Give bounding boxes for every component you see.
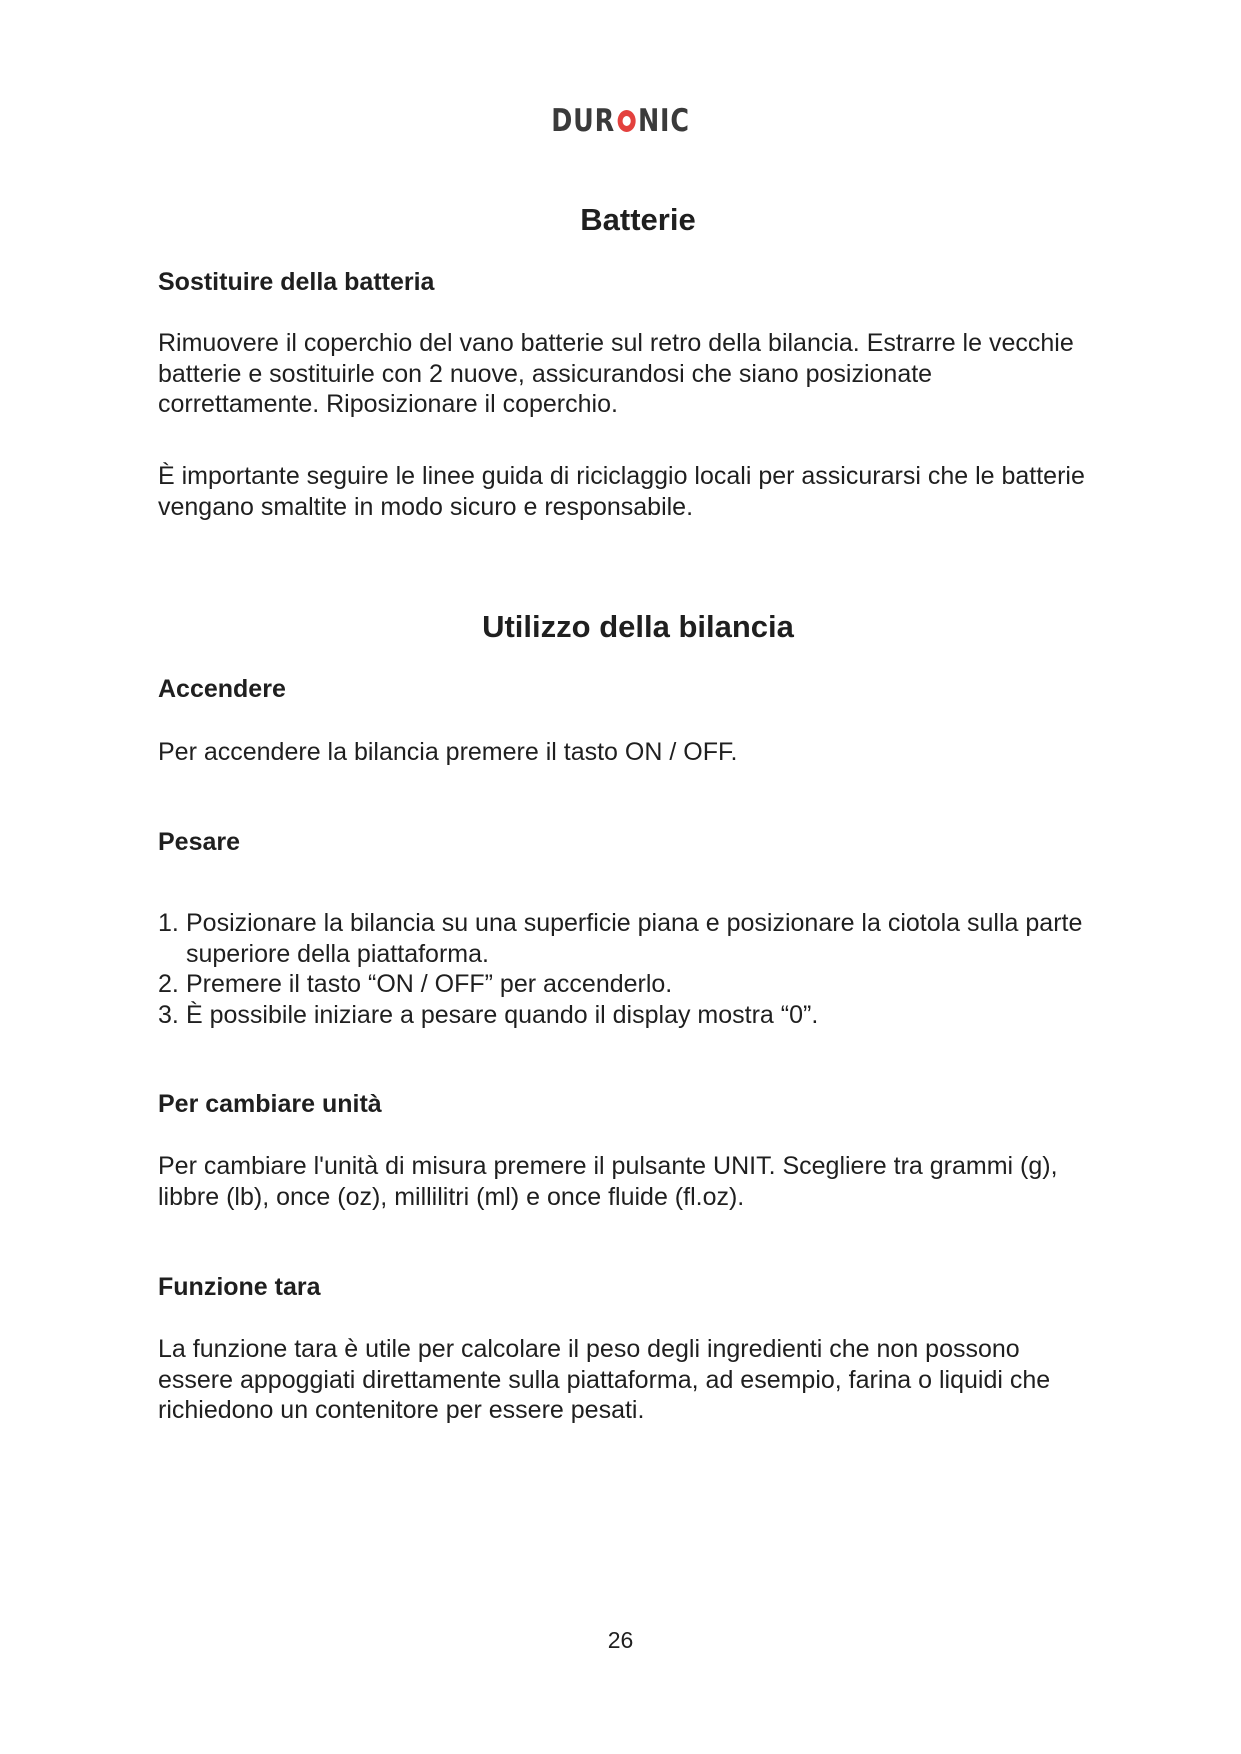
logo-text-left: DUR (551, 103, 615, 139)
section-title-batterie: Batterie (580, 202, 696, 237)
list-item: 2. Premere il tasto “ON / OFF” per accenderlo. (158, 970, 673, 998)
list-item: 3. È possibile iniziare a pesare quando il display mostra “0”. (158, 1000, 819, 1029)
power-ring-icon (617, 110, 635, 132)
paragraph-riciclaggio: È importante seguire le linee guida di riciclaggio locali per assicurarsi che le batterie vengano smaltite in modo sicuro e responsabile. (158, 462, 1085, 521)
paragraph-accendere: Per accendere la bilancia premere il tasto ON / OFF. (158, 738, 738, 766)
heading-sostituire-batteria: Sostituire della batteria (158, 268, 435, 296)
steps-list (158, 908, 1118, 1030)
paragraph-cambiare-unita: Per cambiare l'unità di misura premere il pulsante UNIT. Scegliere tra grammi (g), libbre (lb), once (oz), millilitri (ml) e once fluide (fl.oz). (158, 1152, 1058, 1211)
page-number: 26 (607, 1627, 634, 1653)
logo-text-right: NIC (637, 103, 690, 139)
paragraph-sostituire: Rimuovere il coperchio del vano batterie sul retro della bilancia. Estrarre le vecchie batterie e sostituirle con 2 nuove, assicurandosi che siano posizionate correttamente. Riposizionare il coperchio. (158, 329, 1074, 418)
section-title-utilizzo: Utilizzo della bilancia (482, 609, 794, 644)
heading-pesare: Pesare (158, 828, 241, 856)
paragraph-funzione-tara: La funzione tara è utile per calcolare il peso degli ingredienti che non possono essere appoggiati direttamente sulla piattaforma, ad esempio, farina o liquidi che richiedono un contenitore per essere pesati. (158, 1335, 1051, 1424)
heading-accendere: Accendere (158, 675, 286, 703)
heading-cambiare-unita: Per cambiare unità (158, 1090, 382, 1118)
duronic-logo (0, 103, 1241, 139)
list-item: 1. Posizionare la bilancia su una superficie piana e posizionare la ciotola sulla parte superiore della piattaforma. (158, 909, 1083, 968)
heading-funzione-tara: Funzione tara (158, 1273, 321, 1301)
